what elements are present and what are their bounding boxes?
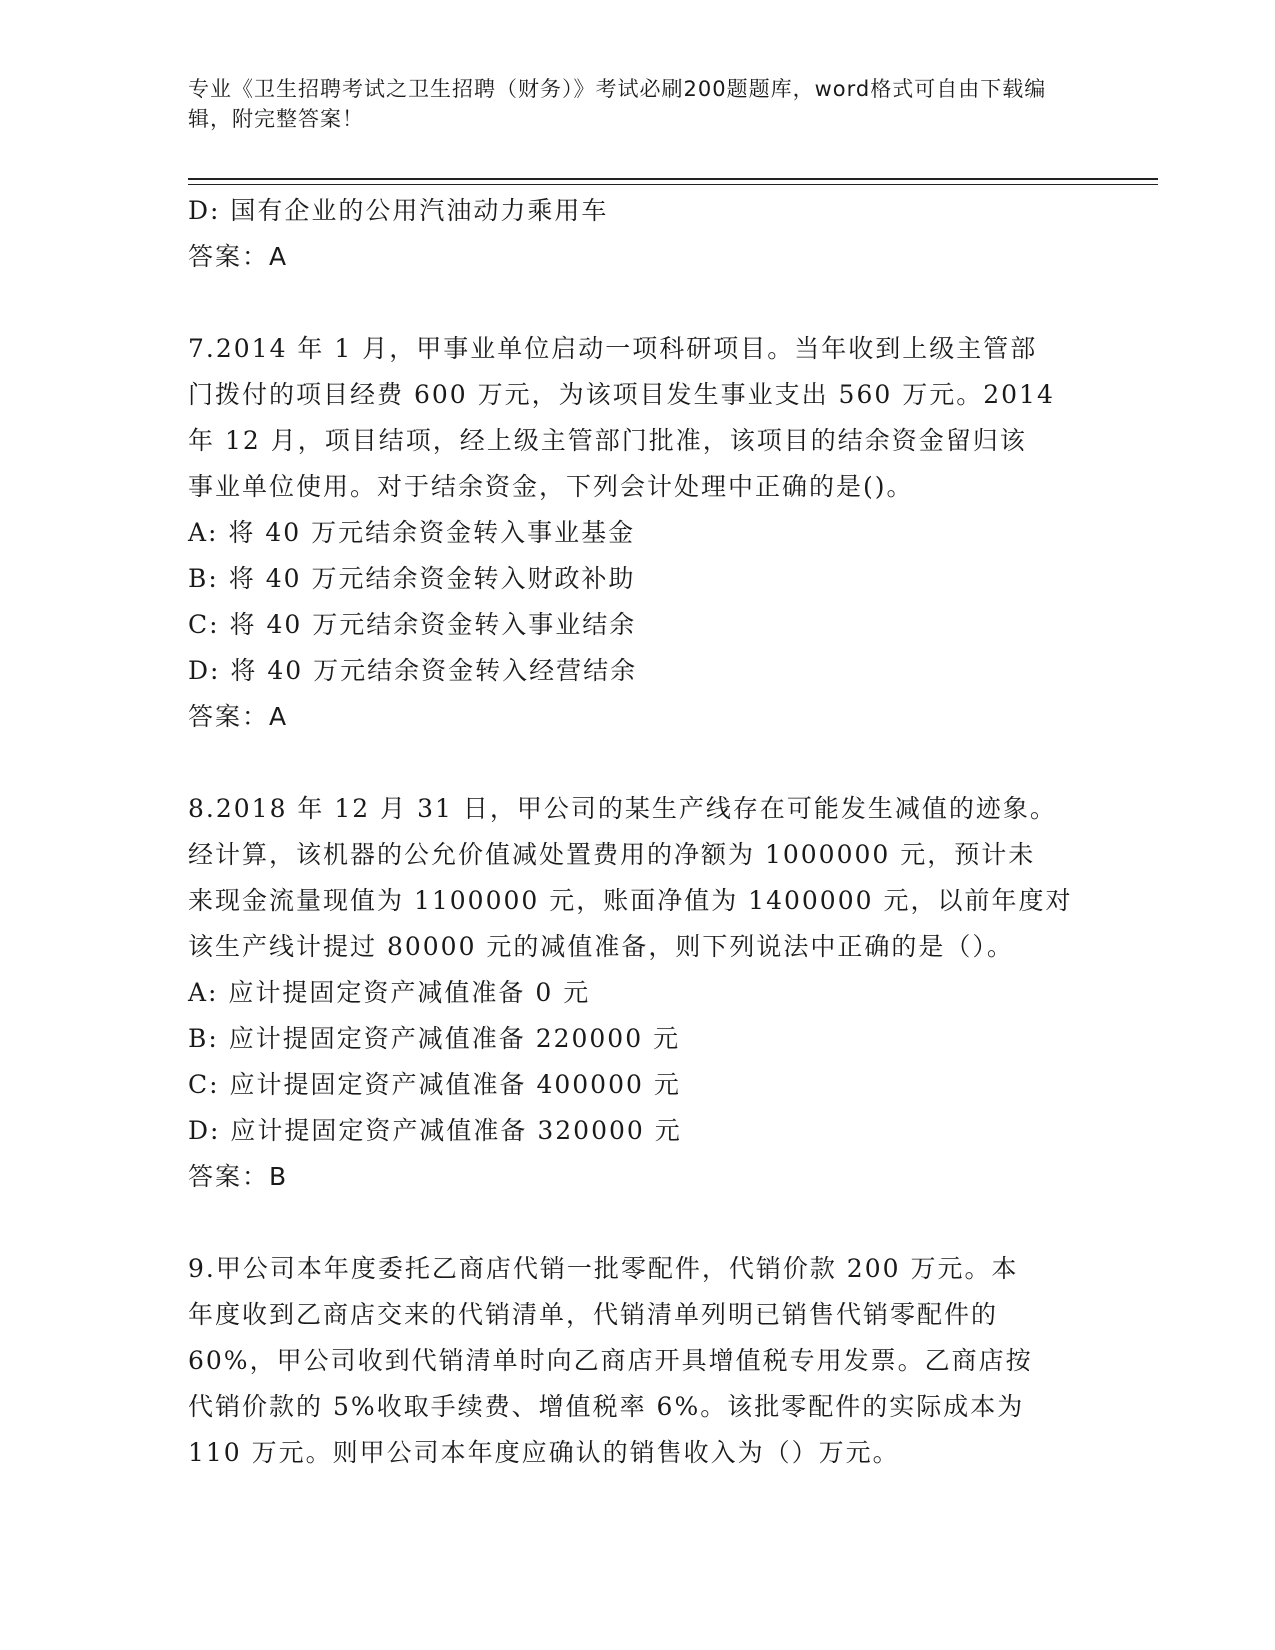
question-7 bbox=[188, 326, 1068, 740]
header-rule-thick bbox=[188, 178, 1158, 180]
header-rule-thin bbox=[188, 184, 1158, 185]
option-d: D: 国有企业的公用汽油动力乘用车 bbox=[188, 196, 609, 225]
question-text-line: 门拨付的项目经费 600 万元，为该项目发生事业支出 560 万元。2014 bbox=[188, 380, 1055, 409]
question-text-line: 9.甲公司本年度委托乙商店代销一批零配件，代销价款 200 万元。本 bbox=[188, 1254, 1019, 1283]
answer: 答案：A bbox=[188, 242, 289, 271]
option-d: D: 应计提固定资产减值准备 320000 元 bbox=[188, 1116, 682, 1145]
question-text-line: 事业单位使用。对于结余资金，下列会计处理中正确的是()。 bbox=[188, 472, 914, 501]
question-text-line: 110 万元。则甲公司本年度应确认的销售收入为（）万元。 bbox=[188, 1438, 900, 1467]
option-b: B: 应计提固定资产减值准备 220000 元 bbox=[188, 1024, 681, 1053]
spacer bbox=[188, 280, 1068, 326]
question-text-line: 60%，甲公司收到代销清单时向乙商店开具增值税专用发票。乙商店按 bbox=[188, 1346, 1033, 1375]
question-text-line: 年度收到乙商店交来的代销清单，代销清单列明已销售代销零配件的 bbox=[188, 1300, 999, 1329]
option-a: A: 将 40 万元结余资金转入事业基金 bbox=[188, 518, 636, 547]
question-text-line: 8.2018 年 12 月 31 日，甲公司的某生产线存在可能发生减值的迹象。 bbox=[188, 794, 1057, 823]
question-text-line: 年 12 月，项目结项，经上级主管部门批准，该项目的结余资金留归该 bbox=[188, 426, 1027, 455]
option-d: D: 将 40 万元结余资金转入经营结余 bbox=[188, 656, 638, 685]
document-header: 专业《卫生招聘考试之卫生招聘（财务）》考试必刷200题题库，word格式可自由下载编辑，附完整答案！ bbox=[188, 77, 1047, 131]
question-text-line: 7.2014 年 1 月，甲事业单位启动一项科研项目。当年收到上级主管部 bbox=[188, 334, 1038, 363]
option-c: C: 将 40 万元结余资金转入事业结余 bbox=[188, 610, 637, 639]
answer: 答案：B bbox=[188, 1162, 289, 1191]
spacer bbox=[188, 740, 1068, 786]
option-b: B: 将 40 万元结余资金转入财政补助 bbox=[188, 564, 636, 593]
answer: 答案：A bbox=[188, 702, 289, 731]
option-a: A: 应计提固定资产减值准备 0 元 bbox=[188, 978, 591, 1007]
question-9 bbox=[188, 1246, 1068, 1476]
question-8 bbox=[188, 786, 1073, 1200]
question-text-line: 经计算，该机器的公允价值减处置费用的净额为 1000000 元，预计未 bbox=[188, 840, 1036, 869]
question-text-line: 代销价款的 5%收取手续费、增值税率 6%。该批零配件的实际成本为 bbox=[188, 1392, 1025, 1421]
option-c: C: 应计提固定资产减值准备 400000 元 bbox=[188, 1070, 681, 1099]
question-text-line: 来现金流量现值为 1100000 元，账面净值为 1400000 元，以前年度对 bbox=[188, 886, 1073, 915]
question-text-line: 该生产线计提过 80000 元的减值准备，则下列说法中正确的是（）。 bbox=[188, 932, 1014, 961]
spacer bbox=[188, 1200, 1068, 1246]
document-body bbox=[188, 188, 1073, 1476]
